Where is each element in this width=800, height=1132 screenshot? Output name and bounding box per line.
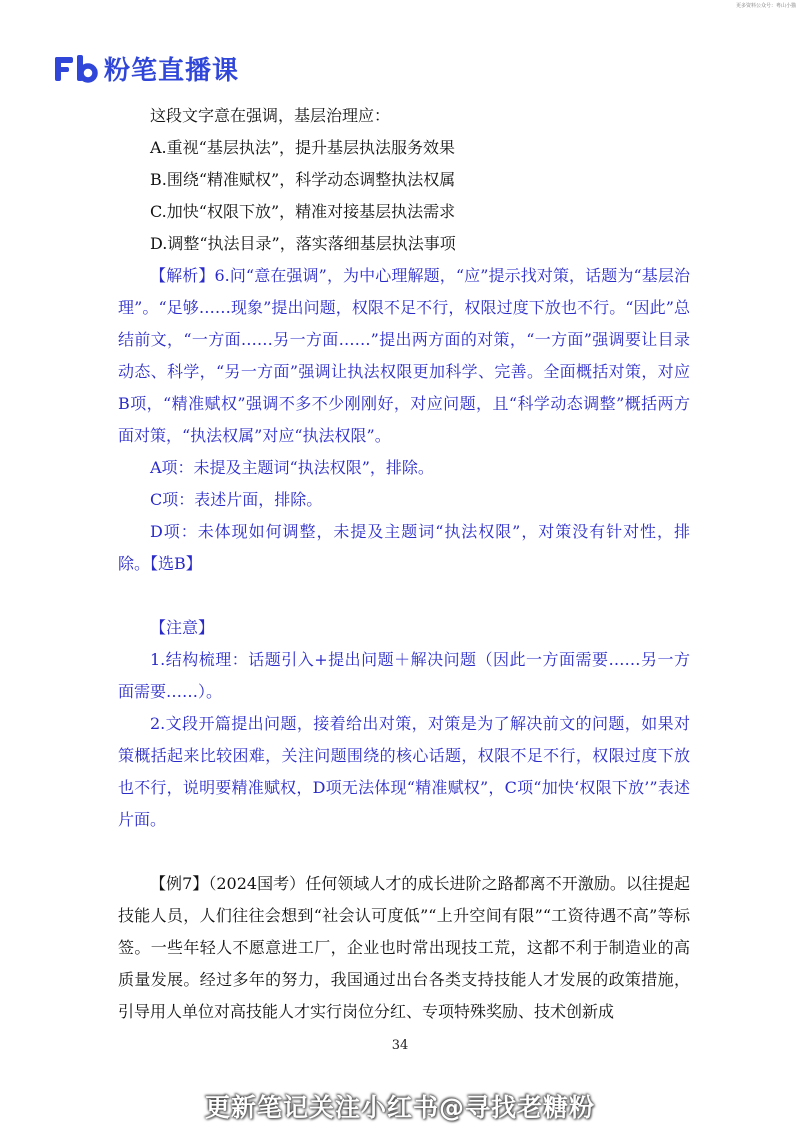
analysis-option-c: C项：表述片面，排除。	[150, 490, 323, 509]
analysis-paragraph: 【解析】6.问“意在强调”，为中心理解题，“应”提示找对策，话题为“基层治理”。“足够……现象”提出问题，权限不足不行，权限过度下放也不行。“因此”总结前文，“一方面……另一方面……”提出两方面的对策，“一方面”强调要让目录动态、科学，“另一方面”强调让执法权限更加科学、完善。全面概括对策，对应B项，“精准赋权”强调不多不少刚刚好，对应问题，且“科学动态调整”概括两方面对策，“执法权属”对应“执法权限”。	[118, 266, 690, 445]
option-d: D.调整“执法目录”，落实落细基层执法事项	[150, 234, 456, 253]
option-c: C.加快“权限下放”，精准对接基层执法需求	[150, 202, 456, 221]
note-heading: 【注意】	[150, 618, 215, 637]
option-a: A.重视“基层执法”，提升基层执法服务效果	[150, 138, 456, 157]
page-content	[118, 100, 690, 1028]
question-stem: 这段文字意在强调，基层治理应：	[150, 106, 391, 125]
note-item-1: 1.结构梳理：话题引入+提出问题＋解决问题（因此一方面需要……另一方面需要……）。	[118, 650, 690, 701]
analysis-option-a: A项：未提及主题词“执法权限”，排除。	[150, 458, 434, 477]
spacer	[118, 580, 690, 612]
note-item-2: 2.文段开篇提出问题，接着给出对策，对策是为了解决前文的问题，如果对策概括起来比较困难，关注问题围绕的核心话题，权限不足不行，权限过度下放也不行，说明要精准赋权，D项无法体现“精准赋权”，C项“加快‘权限下放’”表述片面。	[118, 714, 690, 829]
brand-header	[52, 50, 239, 86]
spacer	[118, 836, 690, 868]
page-number: 34	[391, 1038, 409, 1053]
option-b: B.围绕“精准赋权”，科学动态调整执法权属	[150, 170, 456, 189]
fenbi-logo-icon	[52, 53, 98, 83]
brand-name: 粉笔直播课	[104, 55, 240, 86]
example-paragraph: 【例7】（2024国考）任何领域人才的成长进阶之路都离不开激励。以往提起技能人员，人们往往会想到“社会认可度低”“上升空间有限”“工资待遇不高”等标签。一些年轻人不愿意进工厂，企业也时常出现技工荒，这都不利于制造业的高质量发展。经过多年的努力，我国通过出台各类支持技能人才发展的政策措施，引导用人单位对高技能人才实行岗位分红、专项特殊奖励、技术创新成	[118, 874, 690, 1021]
analysis-option-d: D项：未体现如何调整，未提及主题词“执法权限”，对策没有针对性，排除。【选B】	[118, 522, 690, 573]
footer-banner: 更新笔记关注小红书@寻找老糖粉	[204, 1093, 595, 1122]
corner-note: 更多资料公众号：粤山小猫	[735, 3, 796, 9]
